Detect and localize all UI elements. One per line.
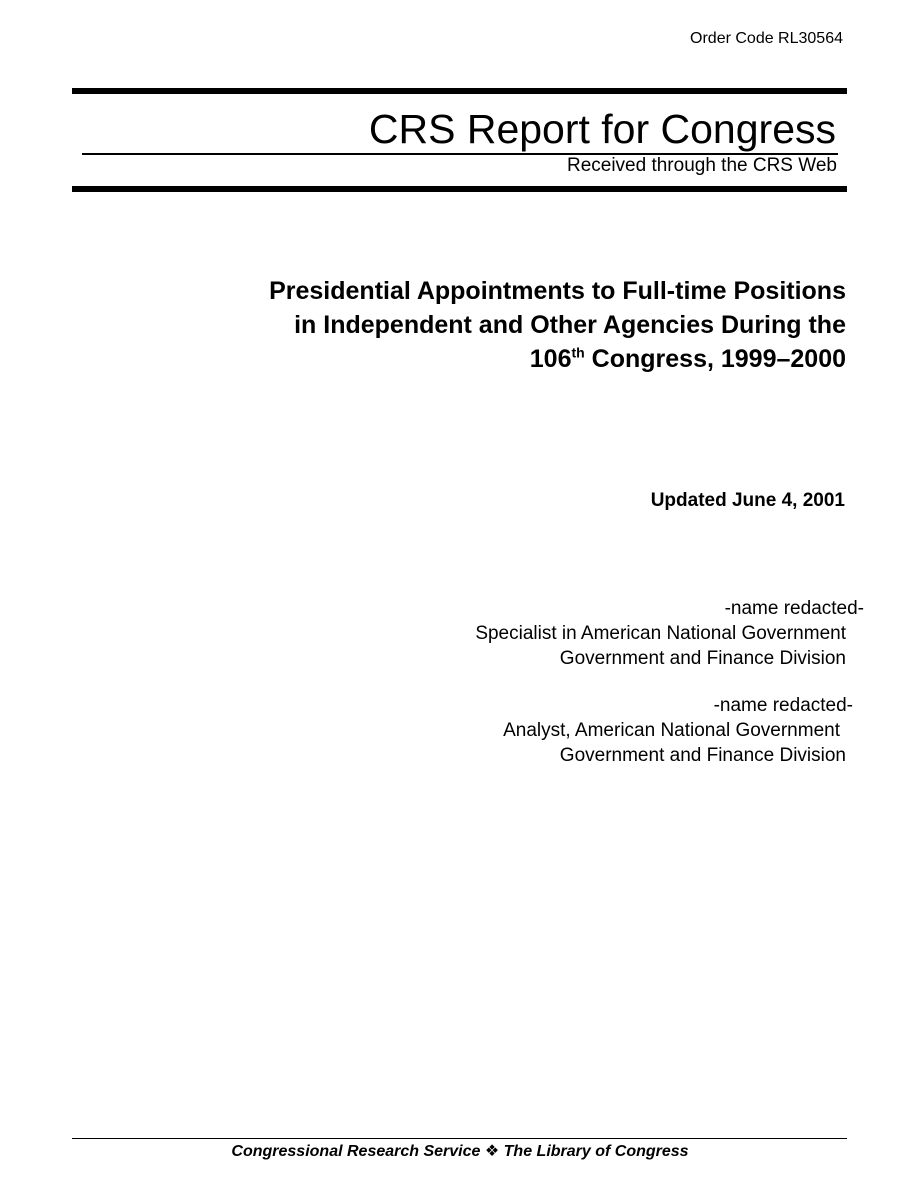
document-title-line-1: Presidential Appointments to Full-time Positions	[269, 277, 846, 305]
document-title-line-2: in Independent and Other Agencies During the	[294, 311, 846, 339]
author-1-division: Government and Finance Division	[559, 648, 846, 669]
masthead-top-rule	[72, 88, 847, 94]
footer-text: Congressional Research Service ❖ The Library of Congress	[231, 1143, 689, 1160]
author-2-division: Government and Finance Division	[559, 745, 846, 766]
report-subtitle: Received through the CRS Web	[566, 155, 837, 176]
report-title: CRS Report for Congress	[368, 106, 836, 152]
document-title-line-3	[166, 342, 846, 376]
author-2-title: Analyst, American National Government	[503, 720, 840, 741]
author-2-name: -name redacted-	[713, 695, 853, 716]
order-code: Order Code RL30564	[690, 30, 843, 47]
document-title	[166, 274, 846, 376]
author-1-name: -name redacted-	[724, 598, 864, 619]
ordinal-suffix: th	[571, 344, 585, 361]
congress-years: Congress, 1999–2000	[584, 345, 846, 373]
updated-date: Updated June 4, 2001	[650, 490, 845, 511]
footer-rule	[72, 1138, 847, 1139]
masthead-bottom-rule	[72, 186, 847, 192]
author-1-title: Specialist in American National Government	[475, 623, 846, 644]
congress-number: 106	[529, 345, 572, 373]
